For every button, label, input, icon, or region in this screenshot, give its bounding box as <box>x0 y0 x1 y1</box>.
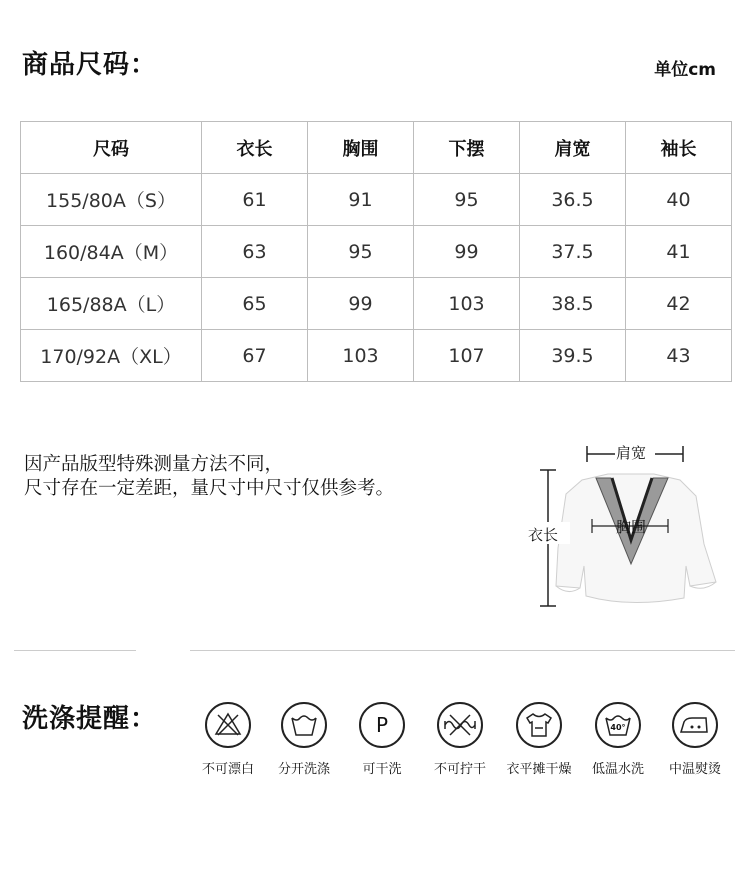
cell-shoulder: 39.5 <box>520 330 626 382</box>
section-divider-right <box>190 650 735 651</box>
cell-chest: 103 <box>308 330 414 382</box>
cell-hem: 99 <box>414 226 520 278</box>
header-hem: 下摆 <box>414 122 520 174</box>
length-label: 衣长 <box>528 526 559 544</box>
cell-sleeve: 40 <box>626 174 732 226</box>
header-shoulder: 肩宽 <box>520 122 626 174</box>
cell-shoulder: 37.5 <box>520 226 626 278</box>
header-length: 衣长 <box>202 122 308 174</box>
note-line-1: 因产品版型特殊测量方法不同， <box>24 454 284 475</box>
cell-size: 160/84A（M） <box>21 226 202 278</box>
garment-diagram <box>520 436 730 616</box>
care-item-separate-wash <box>265 702 343 777</box>
unit-label: 单位cm <box>654 60 716 80</box>
cell-length: 61 <box>202 174 308 226</box>
cell-length: 65 <box>202 278 308 330</box>
cell-length: 67 <box>202 330 308 382</box>
care-label: 不可拧干 <box>433 762 486 777</box>
cell-length: 63 <box>202 226 308 278</box>
care-item-medium-iron <box>656 702 734 777</box>
table-row <box>21 174 732 226</box>
care-label: 不可漂白 <box>201 762 254 777</box>
care-item-no-bleach <box>189 702 267 777</box>
header-chest: 胸围 <box>308 122 414 174</box>
measurement-note <box>24 453 394 501</box>
cell-size: 155/80A（S） <box>21 174 202 226</box>
separate-wash-icon <box>281 702 327 748</box>
no-wring-icon <box>437 702 483 748</box>
care-label: 低温水洗 <box>591 762 644 777</box>
table-row <box>21 330 732 382</box>
cell-chest: 95 <box>308 226 414 278</box>
cell-shoulder: 36.5 <box>520 174 626 226</box>
dry-clean-icon <box>359 702 405 748</box>
cell-hem: 107 <box>414 330 520 382</box>
cell-hem: 95 <box>414 174 520 226</box>
cell-size: 170/92A（XL） <box>21 330 202 382</box>
shoulder-label: 肩宽 <box>616 444 647 462</box>
no-bleach-icon <box>205 702 251 748</box>
care-label: 可干洗 <box>362 762 402 777</box>
chest-label: 胸围 <box>616 518 647 536</box>
low-temp-wash-icon <box>595 702 641 748</box>
cell-sleeve: 42 <box>626 278 732 330</box>
cell-chest: 91 <box>308 174 414 226</box>
cell-hem: 103 <box>414 278 520 330</box>
cell-chest: 99 <box>308 278 414 330</box>
dry-clean-symbol: P <box>375 713 389 737</box>
wash-temp-symbol: 40° <box>610 723 626 732</box>
care-label: 中温熨烫 <box>668 762 721 777</box>
care-item-flat-dry <box>500 702 578 777</box>
cell-shoulder: 38.5 <box>520 278 626 330</box>
header-sleeve: 袖长 <box>626 122 732 174</box>
section-divider-left <box>14 650 136 651</box>
cell-sleeve: 41 <box>626 226 732 278</box>
size-table <box>20 121 732 382</box>
care-label: 分开洗涤 <box>277 762 330 777</box>
care-item-low-temp-wash <box>579 702 657 777</box>
header-size: 尺码 <box>21 122 202 174</box>
care-item-no-wring <box>421 702 499 777</box>
cell-size: 165/88A（L） <box>21 278 202 330</box>
care-item-dry-clean <box>343 702 421 777</box>
note-line-2: 尺寸存在一定差距，量尺寸中尺寸仅供参考。 <box>24 478 395 499</box>
page-title: 商品尺码： <box>22 50 158 80</box>
table-row <box>21 226 732 278</box>
care-label: 衣平摊干燥 <box>506 762 572 777</box>
cell-sleeve: 43 <box>626 330 732 382</box>
flat-dry-icon <box>516 702 562 748</box>
medium-iron-icon <box>672 702 718 748</box>
wash-title: 洗涤提醒： <box>22 704 158 734</box>
table-row <box>21 278 732 330</box>
table-header-row <box>21 122 732 174</box>
